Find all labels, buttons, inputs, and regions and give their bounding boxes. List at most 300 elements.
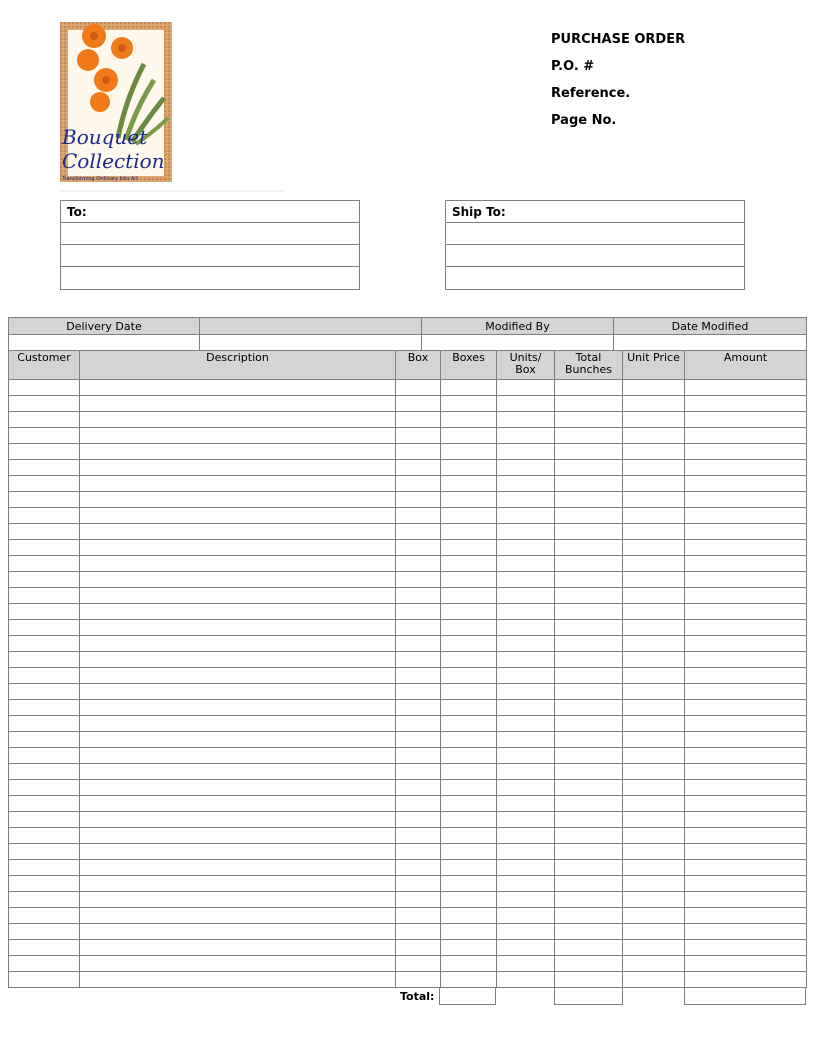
customer-cell[interactable]	[9, 604, 80, 620]
boxes-cell[interactable]	[441, 652, 497, 668]
box-cell[interactable]	[396, 860, 441, 876]
description-cell[interactable]	[80, 556, 396, 572]
total-bunches-cell[interactable]	[555, 380, 623, 396]
customer-cell[interactable]	[9, 428, 80, 444]
customer-cell[interactable]	[9, 460, 80, 476]
box-cell[interactable]	[396, 652, 441, 668]
total-boxes-field[interactable]	[439, 987, 496, 1005]
units-per-box-cell[interactable]	[497, 588, 555, 604]
box-cell[interactable]	[396, 492, 441, 508]
units-per-box-cell[interactable]	[497, 812, 555, 828]
amount-cell[interactable]	[685, 556, 807, 572]
boxes-cell[interactable]	[441, 780, 497, 796]
description-cell[interactable]	[80, 876, 396, 892]
unit-price-cell[interactable]	[623, 748, 685, 764]
units-per-box-cell[interactable]	[497, 412, 555, 428]
boxes-cell[interactable]	[441, 748, 497, 764]
unit-price-cell[interactable]	[623, 396, 685, 412]
box-cell[interactable]	[396, 396, 441, 412]
customer-cell[interactable]	[9, 668, 80, 684]
boxes-cell[interactable]	[441, 380, 497, 396]
amount-cell[interactable]	[685, 604, 807, 620]
unit-price-cell[interactable]	[623, 940, 685, 956]
boxes-cell[interactable]	[441, 524, 497, 540]
boxes-cell[interactable]	[441, 908, 497, 924]
amount-cell[interactable]	[685, 860, 807, 876]
unit-price-cell[interactable]	[623, 956, 685, 972]
amount-cell[interactable]	[685, 460, 807, 476]
amount-cell[interactable]	[685, 924, 807, 940]
unit-price-cell[interactable]	[623, 380, 685, 396]
amount-cell[interactable]	[685, 620, 807, 636]
amount-cell[interactable]	[685, 572, 807, 588]
customer-cell[interactable]	[9, 972, 80, 988]
customer-cell[interactable]	[9, 636, 80, 652]
customer-cell[interactable]	[9, 572, 80, 588]
unit-price-cell[interactable]	[623, 492, 685, 508]
unit-price-cell[interactable]	[623, 924, 685, 940]
units-per-box-cell[interactable]	[497, 924, 555, 940]
customer-cell[interactable]	[9, 940, 80, 956]
unit-price-cell[interactable]	[623, 412, 685, 428]
amount-cell[interactable]	[685, 652, 807, 668]
customer-cell[interactable]	[9, 380, 80, 396]
unit-price-cell[interactable]	[623, 620, 685, 636]
unit-price-cell[interactable]	[623, 572, 685, 588]
customer-cell[interactable]	[9, 796, 80, 812]
units-per-box-cell[interactable]	[497, 380, 555, 396]
unit-price-cell[interactable]	[623, 716, 685, 732]
boxes-cell[interactable]	[441, 684, 497, 700]
customer-cell[interactable]	[9, 956, 80, 972]
unit-price-cell[interactable]	[623, 540, 685, 556]
units-per-box-cell[interactable]	[497, 508, 555, 524]
total-bunches-cell[interactable]	[555, 428, 623, 444]
box-cell[interactable]	[396, 908, 441, 924]
units-per-box-cell[interactable]	[497, 748, 555, 764]
boxes-cell[interactable]	[441, 668, 497, 684]
box-cell[interactable]	[396, 636, 441, 652]
boxes-cell[interactable]	[441, 940, 497, 956]
units-per-box-cell[interactable]	[497, 556, 555, 572]
customer-cell[interactable]	[9, 620, 80, 636]
amount-cell[interactable]	[685, 732, 807, 748]
box-cell[interactable]	[396, 812, 441, 828]
total-bunches-cell[interactable]	[555, 892, 623, 908]
box-cell[interactable]	[396, 620, 441, 636]
amount-cell[interactable]	[685, 508, 807, 524]
total-bunches-field[interactable]	[554, 987, 623, 1005]
boxes-cell[interactable]	[441, 796, 497, 812]
units-per-box-cell[interactable]	[497, 652, 555, 668]
box-cell[interactable]	[396, 412, 441, 428]
boxes-cell[interactable]	[441, 972, 497, 988]
amount-cell[interactable]	[685, 940, 807, 956]
units-per-box-cell[interactable]	[497, 524, 555, 540]
customer-cell[interactable]	[9, 508, 80, 524]
unit-price-cell[interactable]	[623, 428, 685, 444]
boxes-cell[interactable]	[441, 460, 497, 476]
description-cell[interactable]	[80, 588, 396, 604]
description-cell[interactable]	[80, 620, 396, 636]
box-cell[interactable]	[396, 716, 441, 732]
boxes-cell[interactable]	[441, 572, 497, 588]
customer-cell[interactable]	[9, 732, 80, 748]
description-cell[interactable]	[80, 412, 396, 428]
unit-price-cell[interactable]	[623, 908, 685, 924]
customer-cell[interactable]	[9, 908, 80, 924]
total-bunches-cell[interactable]	[555, 796, 623, 812]
amount-cell[interactable]	[685, 380, 807, 396]
boxes-cell[interactable]	[441, 556, 497, 572]
total-bunches-cell[interactable]	[555, 524, 623, 540]
total-bunches-cell[interactable]	[555, 828, 623, 844]
description-cell[interactable]	[80, 716, 396, 732]
total-bunches-cell[interactable]	[555, 876, 623, 892]
amount-cell[interactable]	[685, 428, 807, 444]
description-cell[interactable]	[80, 380, 396, 396]
boxes-cell[interactable]	[441, 844, 497, 860]
description-cell[interactable]	[80, 972, 396, 988]
total-bunches-cell[interactable]	[555, 732, 623, 748]
description-cell[interactable]	[80, 748, 396, 764]
box-cell[interactable]	[396, 444, 441, 460]
box-cell[interactable]	[396, 380, 441, 396]
amount-cell[interactable]	[685, 540, 807, 556]
total-bunches-cell[interactable]	[555, 780, 623, 796]
description-cell[interactable]	[80, 636, 396, 652]
units-per-box-cell[interactable]	[497, 476, 555, 492]
customer-cell[interactable]	[9, 492, 80, 508]
ship-to-address-line[interactable]	[446, 267, 744, 289]
boxes-cell[interactable]	[441, 892, 497, 908]
units-per-box-cell[interactable]	[497, 764, 555, 780]
units-per-box-cell[interactable]	[497, 844, 555, 860]
unit-price-cell[interactable]	[623, 700, 685, 716]
amount-cell[interactable]	[685, 876, 807, 892]
to-address-line[interactable]	[61, 267, 359, 289]
to-address-line[interactable]	[61, 245, 359, 267]
box-cell[interactable]	[396, 588, 441, 604]
total-bunches-cell[interactable]	[555, 508, 623, 524]
customer-cell[interactable]	[9, 892, 80, 908]
units-per-box-cell[interactable]	[497, 460, 555, 476]
boxes-cell[interactable]	[441, 876, 497, 892]
description-cell[interactable]	[80, 764, 396, 780]
description-cell[interactable]	[80, 540, 396, 556]
boxes-cell[interactable]	[441, 732, 497, 748]
description-cell[interactable]	[80, 668, 396, 684]
amount-cell[interactable]	[685, 684, 807, 700]
customer-cell[interactable]	[9, 876, 80, 892]
unit-price-cell[interactable]	[623, 972, 685, 988]
customer-cell[interactable]	[9, 524, 80, 540]
description-cell[interactable]	[80, 396, 396, 412]
box-cell[interactable]	[396, 556, 441, 572]
unit-price-cell[interactable]	[623, 636, 685, 652]
box-cell[interactable]	[396, 764, 441, 780]
description-cell[interactable]	[80, 428, 396, 444]
units-per-box-cell[interactable]	[497, 780, 555, 796]
description-cell[interactable]	[80, 892, 396, 908]
box-cell[interactable]	[396, 428, 441, 444]
description-cell[interactable]	[80, 844, 396, 860]
amount-cell[interactable]	[685, 908, 807, 924]
customer-cell[interactable]	[9, 764, 80, 780]
units-per-box-cell[interactable]	[497, 892, 555, 908]
unit-price-cell[interactable]	[623, 828, 685, 844]
customer-cell[interactable]	[9, 924, 80, 940]
unit-price-cell[interactable]	[623, 556, 685, 572]
total-bunches-cell[interactable]	[555, 684, 623, 700]
customer-cell[interactable]	[9, 684, 80, 700]
box-cell[interactable]	[396, 572, 441, 588]
description-cell[interactable]	[80, 828, 396, 844]
boxes-cell[interactable]	[441, 396, 497, 412]
box-cell[interactable]	[396, 476, 441, 492]
units-per-box-cell[interactable]	[497, 444, 555, 460]
amount-cell[interactable]	[685, 588, 807, 604]
description-cell[interactable]	[80, 796, 396, 812]
unit-price-cell[interactable]	[623, 892, 685, 908]
total-bunches-cell[interactable]	[555, 444, 623, 460]
total-bunches-cell[interactable]	[555, 956, 623, 972]
unit-price-cell[interactable]	[623, 588, 685, 604]
boxes-cell[interactable]	[441, 444, 497, 460]
total-bunches-cell[interactable]	[555, 540, 623, 556]
amount-cell[interactable]	[685, 524, 807, 540]
unit-price-cell[interactable]	[623, 844, 685, 860]
box-cell[interactable]	[396, 732, 441, 748]
description-cell[interactable]	[80, 924, 396, 940]
description-cell[interactable]	[80, 572, 396, 588]
box-cell[interactable]	[396, 684, 441, 700]
units-per-box-cell[interactable]	[497, 700, 555, 716]
customer-cell[interactable]	[9, 828, 80, 844]
description-cell[interactable]	[80, 908, 396, 924]
amount-cell[interactable]	[685, 796, 807, 812]
boxes-cell[interactable]	[441, 812, 497, 828]
customer-cell[interactable]	[9, 476, 80, 492]
total-bunches-cell[interactable]	[555, 588, 623, 604]
amount-cell[interactable]	[685, 780, 807, 796]
box-cell[interactable]	[396, 460, 441, 476]
ship-to-address-line[interactable]	[446, 223, 744, 245]
units-per-box-cell[interactable]	[497, 668, 555, 684]
amount-cell[interactable]	[685, 668, 807, 684]
total-bunches-cell[interactable]	[555, 860, 623, 876]
total-bunches-cell[interactable]	[555, 412, 623, 428]
total-bunches-cell[interactable]	[555, 908, 623, 924]
boxes-cell[interactable]	[441, 508, 497, 524]
boxes-cell[interactable]	[441, 492, 497, 508]
total-bunches-cell[interactable]	[555, 396, 623, 412]
customer-cell[interactable]	[9, 812, 80, 828]
boxes-cell[interactable]	[441, 764, 497, 780]
box-cell[interactable]	[396, 796, 441, 812]
box-cell[interactable]	[396, 844, 441, 860]
amount-cell[interactable]	[685, 956, 807, 972]
units-per-box-cell[interactable]	[497, 860, 555, 876]
customer-cell[interactable]	[9, 540, 80, 556]
unit-price-cell[interactable]	[623, 508, 685, 524]
unit-price-cell[interactable]	[623, 476, 685, 492]
boxes-cell[interactable]	[441, 604, 497, 620]
amount-cell[interactable]	[685, 892, 807, 908]
amount-cell[interactable]	[685, 492, 807, 508]
total-bunches-cell[interactable]	[555, 972, 623, 988]
unit-price-cell[interactable]	[623, 604, 685, 620]
units-per-box-cell[interactable]	[497, 876, 555, 892]
unit-price-cell[interactable]	[623, 860, 685, 876]
units-per-box-cell[interactable]	[497, 828, 555, 844]
total-bunches-cell[interactable]	[555, 604, 623, 620]
description-cell[interactable]	[80, 524, 396, 540]
boxes-cell[interactable]	[441, 828, 497, 844]
unit-price-cell[interactable]	[623, 732, 685, 748]
unit-price-cell[interactable]	[623, 780, 685, 796]
description-cell[interactable]	[80, 476, 396, 492]
box-cell[interactable]	[396, 828, 441, 844]
customer-cell[interactable]	[9, 844, 80, 860]
boxes-cell[interactable]	[441, 620, 497, 636]
description-cell[interactable]	[80, 604, 396, 620]
units-per-box-cell[interactable]	[497, 604, 555, 620]
description-cell[interactable]	[80, 956, 396, 972]
units-per-box-cell[interactable]	[497, 940, 555, 956]
box-cell[interactable]	[396, 748, 441, 764]
total-bunches-cell[interactable]	[555, 764, 623, 780]
date-modified-cell[interactable]	[614, 335, 807, 351]
customer-cell[interactable]	[9, 444, 80, 460]
boxes-cell[interactable]	[441, 924, 497, 940]
boxes-cell[interactable]	[441, 716, 497, 732]
total-bunches-cell[interactable]	[555, 636, 623, 652]
customer-cell[interactable]	[9, 588, 80, 604]
amount-cell[interactable]	[685, 412, 807, 428]
amount-cell[interactable]	[685, 396, 807, 412]
total-bunches-cell[interactable]	[555, 652, 623, 668]
description-cell[interactable]	[80, 492, 396, 508]
amount-cell[interactable]	[685, 972, 807, 988]
unit-price-cell[interactable]	[623, 444, 685, 460]
description-cell[interactable]	[80, 940, 396, 956]
total-bunches-cell[interactable]	[555, 940, 623, 956]
modified-by-cell[interactable]	[422, 335, 614, 351]
amount-cell[interactable]	[685, 844, 807, 860]
units-per-box-cell[interactable]	[497, 572, 555, 588]
description-cell[interactable]	[80, 444, 396, 460]
box-cell[interactable]	[396, 956, 441, 972]
box-cell[interactable]	[396, 972, 441, 988]
customer-cell[interactable]	[9, 396, 80, 412]
units-per-box-cell[interactable]	[497, 636, 555, 652]
total-bunches-cell[interactable]	[555, 748, 623, 764]
delivery-date-cell[interactable]	[9, 335, 200, 351]
description-cell[interactable]	[80, 652, 396, 668]
amount-cell[interactable]	[685, 828, 807, 844]
customer-cell[interactable]	[9, 860, 80, 876]
boxes-cell[interactable]	[441, 700, 497, 716]
amount-cell[interactable]	[685, 748, 807, 764]
customer-cell[interactable]	[9, 716, 80, 732]
delivery-date-value-cell[interactable]	[200, 335, 422, 351]
customer-cell[interactable]	[9, 412, 80, 428]
box-cell[interactable]	[396, 876, 441, 892]
boxes-cell[interactable]	[441, 860, 497, 876]
boxes-cell[interactable]	[441, 956, 497, 972]
description-cell[interactable]	[80, 732, 396, 748]
boxes-cell[interactable]	[441, 412, 497, 428]
box-cell[interactable]	[396, 700, 441, 716]
units-per-box-cell[interactable]	[497, 684, 555, 700]
amount-cell[interactable]	[685, 476, 807, 492]
boxes-cell[interactable]	[441, 540, 497, 556]
boxes-cell[interactable]	[441, 428, 497, 444]
units-per-box-cell[interactable]	[497, 732, 555, 748]
units-per-box-cell[interactable]	[497, 796, 555, 812]
amount-cell[interactable]	[685, 636, 807, 652]
total-bunches-cell[interactable]	[555, 924, 623, 940]
total-bunches-cell[interactable]	[555, 668, 623, 684]
box-cell[interactable]	[396, 508, 441, 524]
total-amount-field[interactable]	[684, 987, 806, 1005]
description-cell[interactable]	[80, 812, 396, 828]
unit-price-cell[interactable]	[623, 876, 685, 892]
units-per-box-cell[interactable]	[497, 540, 555, 556]
total-bunches-cell[interactable]	[555, 620, 623, 636]
total-bunches-cell[interactable]	[555, 460, 623, 476]
units-per-box-cell[interactable]	[497, 908, 555, 924]
units-per-box-cell[interactable]	[497, 716, 555, 732]
description-cell[interactable]	[80, 780, 396, 796]
box-cell[interactable]	[396, 524, 441, 540]
amount-cell[interactable]	[685, 812, 807, 828]
description-cell[interactable]	[80, 684, 396, 700]
total-bunches-cell[interactable]	[555, 492, 623, 508]
customer-cell[interactable]	[9, 700, 80, 716]
total-bunches-cell[interactable]	[555, 700, 623, 716]
to-address-line[interactable]	[61, 223, 359, 245]
unit-price-cell[interactable]	[623, 684, 685, 700]
amount-cell[interactable]	[685, 700, 807, 716]
total-bunches-cell[interactable]	[555, 476, 623, 492]
description-cell[interactable]	[80, 508, 396, 524]
total-bunches-cell[interactable]	[555, 716, 623, 732]
box-cell[interactable]	[396, 604, 441, 620]
box-cell[interactable]	[396, 780, 441, 796]
box-cell[interactable]	[396, 924, 441, 940]
box-cell[interactable]	[396, 892, 441, 908]
box-cell[interactable]	[396, 540, 441, 556]
ship-to-address-line[interactable]	[446, 245, 744, 267]
customer-cell[interactable]	[9, 652, 80, 668]
units-per-box-cell[interactable]	[497, 972, 555, 988]
total-bunches-cell[interactable]	[555, 556, 623, 572]
unit-price-cell[interactable]	[623, 812, 685, 828]
total-bunches-cell[interactable]	[555, 812, 623, 828]
units-per-box-cell[interactable]	[497, 492, 555, 508]
amount-cell[interactable]	[685, 444, 807, 460]
box-cell[interactable]	[396, 940, 441, 956]
boxes-cell[interactable]	[441, 588, 497, 604]
units-per-box-cell[interactable]	[497, 396, 555, 412]
unit-price-cell[interactable]	[623, 796, 685, 812]
boxes-cell[interactable]	[441, 476, 497, 492]
unit-price-cell[interactable]	[623, 764, 685, 780]
amount-cell[interactable]	[685, 716, 807, 732]
customer-cell[interactable]	[9, 780, 80, 796]
